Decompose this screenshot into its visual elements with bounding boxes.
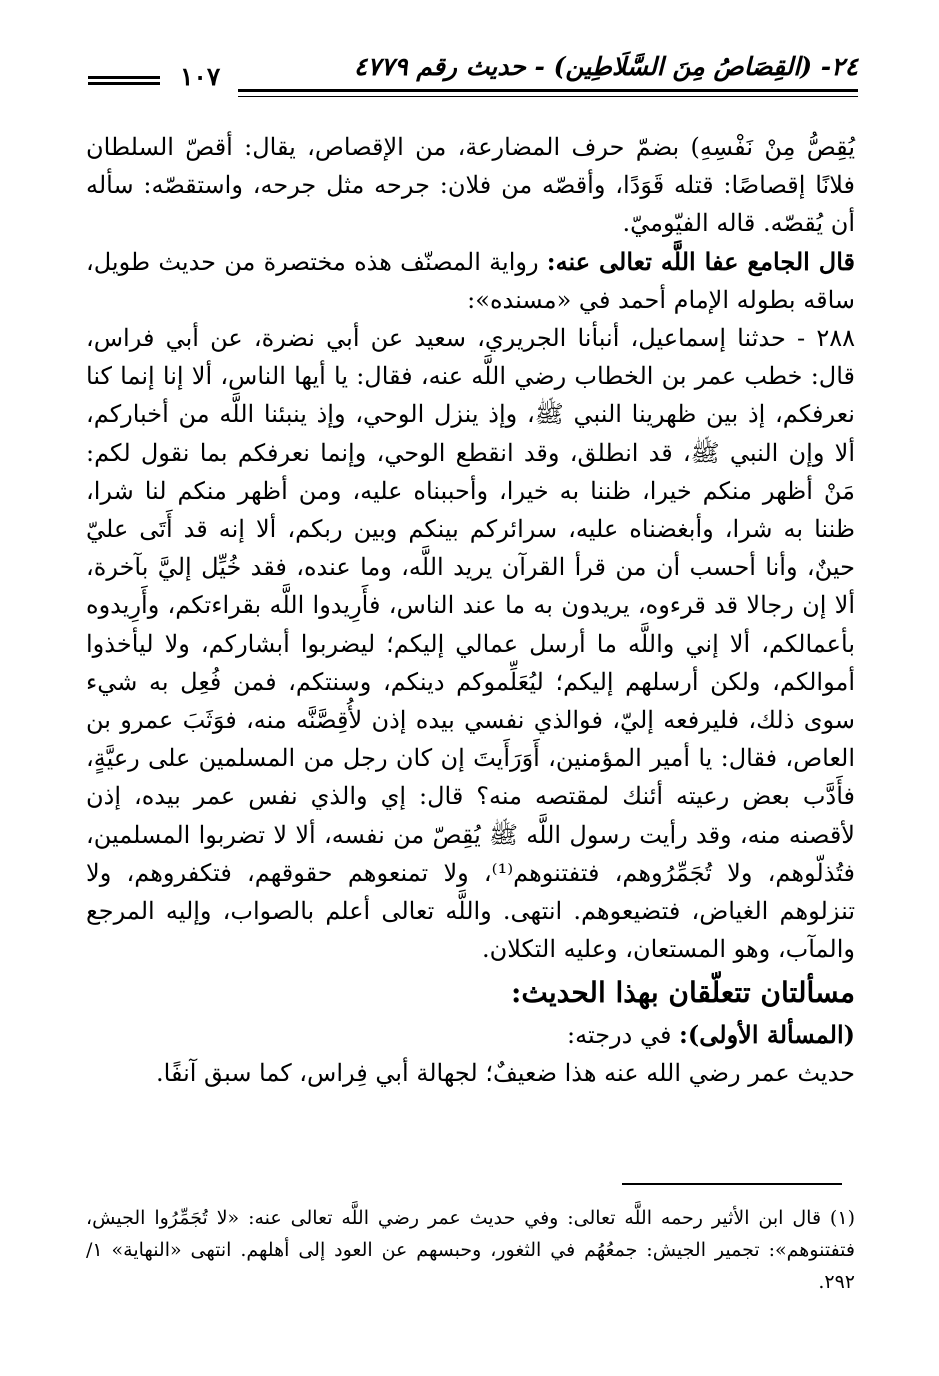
paragraph-hadith	[86, 319, 855, 968]
issue-heading	[86, 1016, 855, 1054]
paragraph-explanation	[86, 128, 855, 243]
issue-text: حديث عمر رضي الله عنه هذا ضعيفٌ؛ لجهالة أبي فِراس، كما سبق آنفًا.	[156, 1059, 855, 1088]
main-text	[86, 128, 855, 1093]
footnote-separator	[622, 1183, 842, 1185]
header-rule-right	[238, 89, 858, 92]
paragraph-lead: قال الجامع عفا اللَّه تعالى عنه:	[546, 246, 855, 276]
footnotes	[86, 1202, 855, 1298]
paragraph-text: يُقِصُّ مِنْ نَفْسِهِ) بضمّ حرف المضارعة، من الإقصاص، يقال: أقصّ السلطان فلانًا إقصاصًا: قتله قَوَدًا، وأقصّه من فلان: جرحه مثل جرحه، واستقصّه: سأله أن يُقصّه. قاله الفيّوميّ.	[86, 133, 855, 238]
paragraph-compiler-note	[86, 243, 855, 319]
paragraph-text: رواية المصنّف هذه مختصرة من حديث طويل، ساقه بطوله الإمام أحمد في «مسنده»:	[86, 247, 855, 314]
issue-label-suffix: في درجته:	[567, 1021, 680, 1050]
header-rule-right-thin	[238, 96, 858, 97]
paragraph-text: ٢٨٨ - حدثنا إسماعيل، أنبأنا الجريري، سعيد عن أبي نضرة، عن أبي فراس، قال: خطب عمر بن الخطاب رضي اللَّه عنه، فقال: يا أيها الناس، ألا إنا إنما كنا نعرفكم، إذ بين ظهرينا النبي ﷺ، وإذ ينزل الوحي، وإذ ينبئنا اللَّه من أخباركم، ألا وإن النبي ﷺ، قد انطلق، وقد انقطع الوحي، وإنما نعرفكم بما نقول لكم: مَنْ أظهر منكم خيرا، ظننا به خيرا، وأحببناه عليه، ومن أظهر منكم لنا شرا، ظننا به شرا، وأبغضناه عليه، سرائركم بينكم وبين ربكم، ألا إنه قد أَتَى عليّ حينٌ، وأنا أحسب أن من قرأ القرآن يريد اللَّه، وما عنده، فقد خُيِّل إليَّ بآخرة، ألا إن رجالا قد قرءوه، يريدون به ما عند الناس، فأَرِيدوا اللَّه بقراءتكم، وأَرِيدوه بأعمالكم، ألا إني واللَّه ما أرسل عمالي إليكم؛ ليضربوا أبشاركم، ولا ليأخذوا أموالكم، ولكن أرسلهم إليكم؛ ليُعَلِّموكم دينكم، وسنتكم، فمن فُعِل به شيء سوى ذلك، فليرفعه إليّ، فوالذي نفسي بيده إذن لأُقِصَّنَّه منه، فوَثَبَ عمرو بن العاص، فقال: يا أمير المؤمنين، أَوَرَأَيتَ إن كان رجل من المسلمين على رعيَّةٍ، فأَدَّب بعض رعيته أئنك لمقتصه منه؟ قال: إي والذي نفس عمر بيده، إذن لأقصنه منه، وقد رأيت رسول اللَّه ﷺ يُقِصّ من نفسه، ألا لا تضربوا المسلمين، فتُذلّوهم، ولا تُجَمِّرُوهم، فتفتنوهم⁽¹⁾، ولا تمنعوهم حقوقهم، فتكفروهم، ولا تنزلوهم الغياض، فتضيعوهم. انتهى. واللَّه تعالى أعلم بالصواب، وإليه المرجع والمآب، وهو المستعان، وعليه التكلان.	[86, 324, 856, 964]
issue-label: (المسألة الأولى):	[679, 1020, 855, 1050]
footnote: (١) قال ابن الأثير رحمه اللَّه تعالى: وفي حديث عمر رضي اللَّه تعالى عنه: «لا تُجَمِّرُوا الجيش، فتفتنوهم»: تجمير الجيش: جمعُهُم في الثغور، وحبسهم عن العود إلى أهلهم. انتهى «النهاية» ١/ ٢٩٢.	[86, 1207, 855, 1293]
header-rule-left	[88, 76, 160, 88]
page-number: ١٠٧	[180, 62, 221, 91]
section-heading: مسألتان تتعلّقان بهذا الحديث:	[511, 976, 855, 1010]
running-title: ٢٤- (القِصَاصُ مِنَ السَّلَاطِين) - حديث رقم ٤٧٧٩	[353, 52, 858, 81]
page-header	[88, 52, 858, 100]
